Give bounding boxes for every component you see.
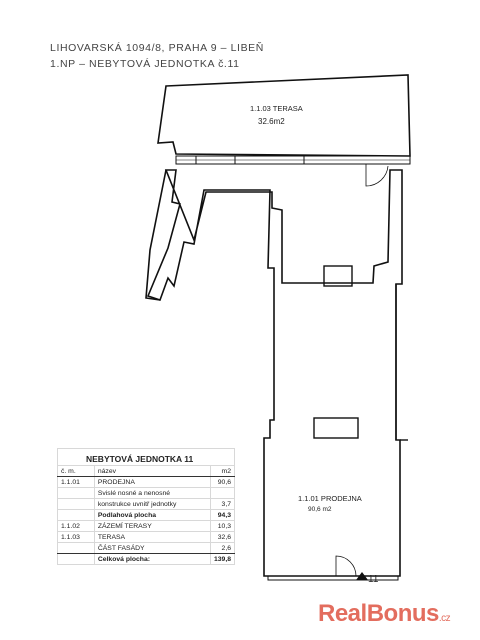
table-cell: 10,3	[210, 521, 234, 532]
table-cell: 1.1.03	[58, 532, 95, 543]
table-row	[58, 532, 235, 543]
table-row	[58, 499, 235, 510]
table-row	[58, 488, 235, 499]
table-row	[58, 510, 235, 521]
table-cell: 1.1.02	[58, 521, 95, 532]
column	[314, 418, 358, 438]
table-cell: TERASA	[94, 532, 210, 543]
table-cell: 2,6	[210, 543, 234, 554]
table-cell: 1.1.01	[58, 477, 95, 488]
table-row	[58, 543, 235, 554]
table-header-row	[58, 466, 235, 477]
table-cell	[58, 510, 95, 521]
table-cell: 139,8	[210, 554, 234, 565]
table-cell: 3,7	[210, 499, 234, 510]
table-cell: Svislé nosné a nenosné	[94, 488, 210, 499]
address-line: LIHOVARSKÁ 1094/8, PRAHA 9 – LIBEŇ	[50, 42, 264, 54]
table-row	[58, 554, 235, 565]
table-cell: 90,6	[210, 477, 234, 488]
shop-label: 1.1.01 PRODEJNA	[298, 494, 362, 503]
table-cell	[58, 499, 95, 510]
table-cell: Podlahová plocha	[94, 510, 210, 521]
table-cell: konstrukce uvnitř jednotky	[94, 499, 210, 510]
table-cell	[210, 488, 234, 499]
table-row	[58, 477, 235, 488]
table-cell	[58, 488, 95, 499]
table-cell: ZÁZEMÍ TERASY	[94, 521, 210, 532]
table-cell	[58, 554, 95, 565]
table-cell: 94,3	[210, 510, 234, 521]
table-row	[58, 521, 235, 532]
brand-logo	[318, 600, 450, 628]
terrace-area: 32.6m2	[258, 117, 285, 126]
table-cell: PRODEJNA	[94, 477, 210, 488]
logo-suffix: .cz	[438, 613, 451, 624]
unit-line: 1.NP – NEBYTOVÁ JEDNOTKA č.11	[50, 58, 240, 70]
table-cell: Celková plocha:	[94, 554, 210, 565]
entrance-door	[336, 556, 356, 576]
shop-area: 90,6 m2	[308, 506, 332, 513]
logo-part: Bonus	[366, 600, 439, 627]
table-header-cell: název	[94, 466, 210, 477]
entrance-marker-label: 11	[368, 574, 379, 585]
terrace-label: 1.1.03 TERASA	[250, 104, 303, 113]
terrace-outline	[158, 75, 410, 156]
table-cell: ČÁST FASÁDY	[94, 543, 210, 554]
door-swing	[366, 164, 388, 186]
table-cell: 32,6	[210, 532, 234, 543]
area-summary-table	[57, 448, 235, 565]
table-header-cell: č. m.	[58, 466, 95, 477]
table-header-cell: m2	[210, 466, 234, 477]
table-cell	[58, 543, 95, 554]
logo-part: Real	[318, 600, 367, 627]
table-title: NEBYTOVÁ JEDNOTKA 11	[58, 449, 235, 466]
